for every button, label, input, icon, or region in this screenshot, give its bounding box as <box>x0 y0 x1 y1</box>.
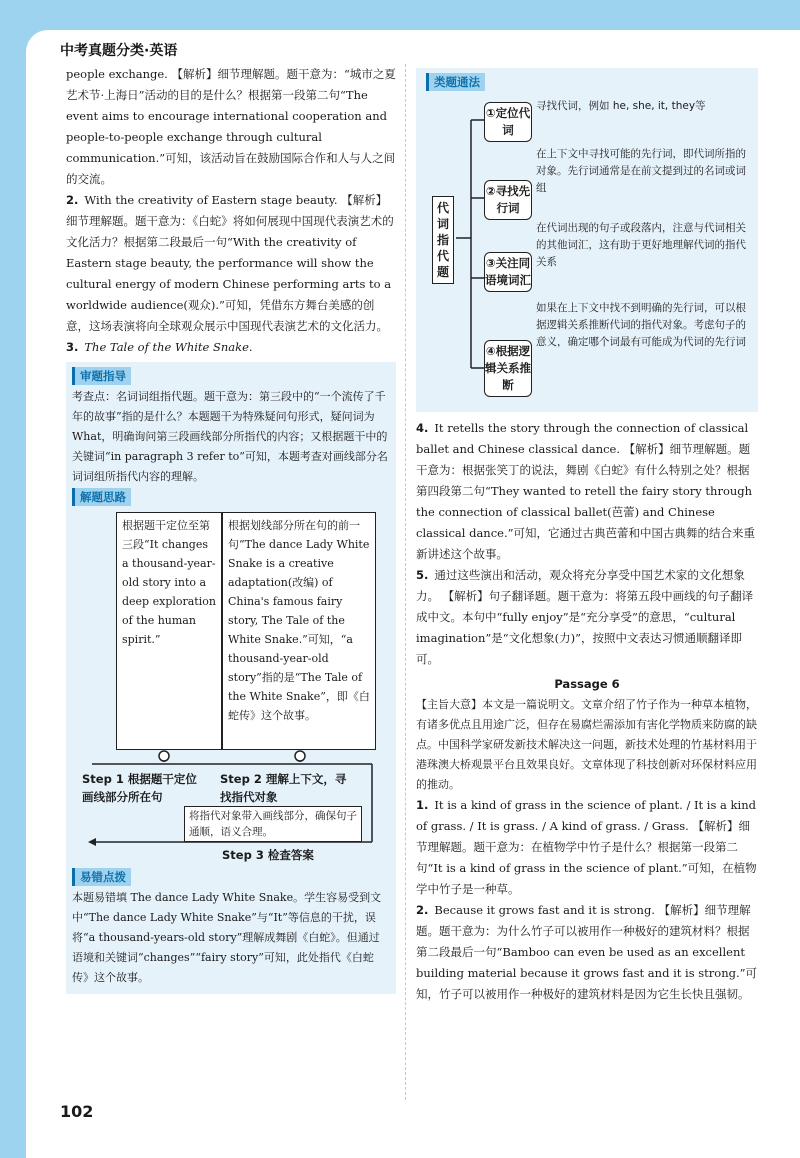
column-divider <box>405 64 406 1100</box>
method-badge: 类题通法 <box>426 73 485 91</box>
page-number: 102 <box>60 1102 94 1121</box>
p6-question-1: 1. It is a kind of grass in the science of plant. / It is a kind of grass. / It is grass. / A kind of grass. / Grass. 【解析】细节理解题。题干意为：在植物学中竹子是什么？根据第一段第二句“It is a kind of grass in the science of plant.”可知，在植物学中竹子是一种草。 <box>416 798 757 896</box>
method-label: 代词指代题 <box>432 196 454 284</box>
review-badge: 审题指导 <box>72 367 131 385</box>
method-step-3: ③关注同语境词汇 <box>484 252 532 292</box>
method-desc-2: 在上下文中寻找可能的先行词，即代词所指的对象。先行词通常是在前文提到过的名词或词组 <box>536 148 746 194</box>
idea-badge: 解题思路 <box>72 488 131 506</box>
question-4: 4. It retells the story through the connection of classical ballet and Chinese classical dance. 【解析】细节理解题。题干意为：根据张笑丁的说法，舞剧《白蛇》有什么特别之处？根据第四段第二句“They wanted to retell the fairy story through the connection of classical ballet(芭蕾) and Chinese classical dance.”可知，它通过古典芭蕾和中国古典舞的结合来重新讲述这个故事。 <box>416 421 755 561</box>
solution-flow <box>72 512 390 862</box>
flow-right-box: 根据划线部分所在句的前一句“The dance Lady White Snake is a creative adaptation(改编) of China's famous fairy story, The Tale of the White Snake.”可知，“a thousand-year-old story”指的是“The Tale of the White Snake”，即《白蛇传》这个故事。 <box>222 512 376 750</box>
method-desc-1: 寻找代词，例如 he, she, it, they等 <box>536 100 706 112</box>
step-3: Step 3 检查答案 <box>222 848 314 862</box>
method-desc-4: 如果在上下文中找不到明确的先行词，可以根据逻辑关系推断代词的指代对象。考虑句子的意义，确定哪个词最有可能成为代词的先行词 <box>536 302 746 348</box>
method-step-4: ④根据逻辑关系推断 <box>484 340 532 397</box>
method-step-1: ①定位代词 <box>484 102 532 142</box>
step-1: Step 1 根据题干定位画线部分所在句 <box>82 772 197 804</box>
analysis-box <box>66 362 396 994</box>
page-header: 中考真题分类·英语 <box>60 43 178 59</box>
question-2: 2. With the creativity of Eastern stage beauty. 【解析】细节理解题。题干意为：《白蛇》将如何展现中国现代表演艺术的文化活力？根据第二段最后一句“With the creativity of Eastern stage beauty, the performance will show the cultural energy of modern Chinese performing arts to a worldwide audience(观众).”可知，凭借东方舞台美感的创意，这场表演将向全球观众展示中国现代表演艺术的文化活力。 <box>66 193 394 333</box>
p6-question-2: 2. Because it grows fast and it is strong. 【解析】细节理解题。题干意为：为什么竹子可以被用作一种极好的建筑材料？根据第二段最后一句“Bamboo can even be used as an excellent building material because it grows fast and it is strong.”可知，竹子可以被用作一种极好的建筑材料是因为它生长快且强韧。 <box>416 903 758 1001</box>
question-5: 5. 通过这些演出和活动，观众将充分享受中国艺术家的文化想象力。 【解析】句子翻译题。题干意为：将第五段中画线的句子翻译成中文。本句中“fully enjoy”是“充分享受”的意思，“cultural imagination”是“文化想象(力)”，按照中文表达习惯通顺翻译即可。 <box>416 568 754 666</box>
passage-title: Passage 6 <box>554 677 620 691</box>
step-2: Step 2 理解上下文，寻找指代对象 <box>220 772 347 804</box>
review-text: 考查点：名词词组指代题。题干意为：第三段中的“一个流传了千年的故事”指的是什么？本题题干为特殊疑问句形式，疑问词为 What，明确询问第三段画线部分所指代的内容；又根据题干中的关键词“in paragraph 3 refer to”可知，本题考查对画线部分名词词组所指代内容的理解。 <box>72 390 388 483</box>
error-text: 本题易错填 The dance Lady White Snake。学生容易受到文中“The dance Lady White Snake”与“It”等信息的干扰，误将“a thousand-years-old story”理解成舞剧《白蛇》。但通过语境和关键词“changes”“fairy story”可知，此处指代《白蛇传》这个故事。 <box>72 891 382 984</box>
main-idea: 【主旨大意】本文是一篇说明文。文章介绍了竹子作为一种草本植物，有诸多优点且用途广泛，但存在易腐烂需添加有害化学物质来防腐的缺点。中国科学家研发新技术解决这一问题，新技术处理的竹基材料用于港珠澳大桥观景平台且效果良好。文章体现了科技创新对环保材料应用的推动。 <box>416 698 757 791</box>
method-desc-3: 在代词出现的句子或段落内，注意与代词相关的其他词汇，这有助于更好地理解代词的指代关系 <box>536 222 746 268</box>
method-step-2: ②寻找先行词 <box>484 180 532 220</box>
answer-paragraph: people exchange. 【解析】细节理解题。题干意为：“城市之夏艺术节·上海日”活动的目的是什么？根据第一段第二句“The event aims to encourage international cooperation and people-to-people exchange through cultural communication.”可知，该活动旨在鼓励国际合作和人与人之间的交流。 <box>66 67 396 186</box>
error-badge: 易错点拨 <box>72 868 131 886</box>
flow-left-box: 根据题干定位至第三段“It changes a thousand-year-old story into a deep exploration of the human spirit.” <box>116 512 222 750</box>
question-3: 3. The Tale of the White Snake. <box>66 340 253 354</box>
step-check-box: 将指代对象带入画线部分，确保句子通顺，语义合理。 <box>184 806 362 842</box>
right-column <box>416 64 758 1005</box>
method-box <box>416 68 758 412</box>
left-column <box>66 64 396 994</box>
